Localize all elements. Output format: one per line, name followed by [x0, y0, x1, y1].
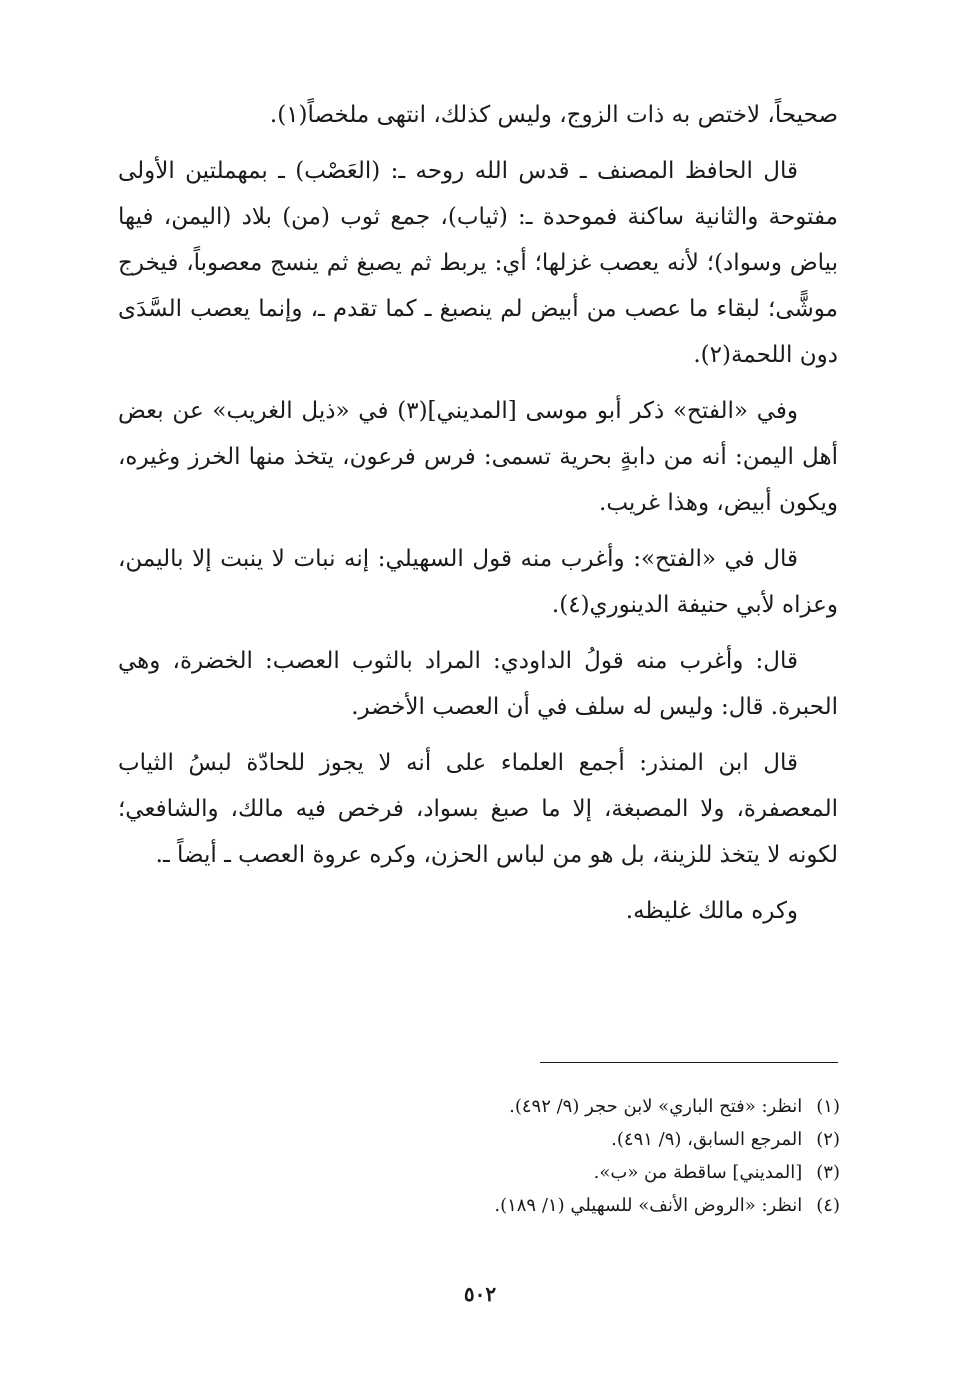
paragraph-7: وكره مالك غليظه. [625, 898, 798, 924]
page-number: ٥٠٢ [463, 1282, 497, 1306]
footnote-item [300, 1123, 840, 1156]
footnote-item [300, 1156, 840, 1189]
footnote-text: انظر: «فتح الباري» لابن حجر (٩/ ٤٩٢). [509, 1096, 803, 1117]
footnote-number: (١) [816, 1096, 840, 1117]
footnote-text: [المديني] ساقطة من «ب». [593, 1162, 803, 1183]
main-text [118, 92, 838, 944]
footnote-item [300, 1090, 840, 1123]
paragraph-4: قال في «الفتح»: وأغرب منه قول السهيلي: إنه نبات لا ينبت إلا باليمن، وعزاه لأبي حنيفة الدينوري(٤). [118, 546, 838, 618]
footnote-text: انظر: «الروض الأنف» للسهيلي (١/ ١٨٩). [494, 1195, 803, 1216]
paragraph-3: وفي «الفتح» ذكر أبو موسى [المديني](٣) في «ذيل الغريب» عن بعض أهل اليمن: أنه من دابةٍ بحرية تسمى: فرس فرعون، يتخذ منها الخرز وغيره، ويكون أبيض، وهذا غريب. [118, 398, 838, 516]
footnote-number: (٣) [816, 1162, 840, 1183]
footnotes [300, 1090, 840, 1222]
footnote-number: (٢) [816, 1129, 840, 1150]
paragraph-5: قال: وأغرب منه قولُ الداودي: المراد بالثوب العصب: الخضرة، وهي الحبرة. قال: وليس له سلف في أن العصب الأخضر. [118, 648, 838, 720]
footnote-number: (٤) [816, 1195, 840, 1216]
paragraph-1: صحيحاً، لاختص به ذات الزوج، وليس كذلك، انتهى ملخصاً(١). [269, 102, 838, 128]
footnote-item [300, 1189, 840, 1222]
paragraph-2: قال الحافظ المصنف ـ قدس الله روحه ـ: (العَصْب) ـ بمهملتين الأولى مفتوحة والثانية ساكنة فموحدة ـ: (ثياب)، جمع ثوب (من) بلاد (اليمن، فيها بياض وسواد)؛ لأنه يعصب غزلها؛ أي: يربط ثم يصبغ ثم ينسج معصوباً، فيخرج موشًّى؛ لبقاء ما عصب من أبيض لم ينصبغ ـ كما تقدم ـ، وإنما يعصب السَّدَى دون اللحمة(٢). [118, 158, 838, 368]
footnote-text: المرجع السابق، (٩/ ٤٩١). [611, 1129, 803, 1150]
footnote-divider [540, 1062, 838, 1063]
paragraph-6: قال ابن المنذر: أجمع العلماء على أنه لا يجوز للحادّة لبسُ الثياب المعصفرة، ولا المصبغة، إلا ما صبغ بسواد، فرخص فيه مالك، والشافعي؛ لكونه لا يتخذ للزينة، بل هو من لباس الحزن، وكره عروة العصب ـ أيضاً ـ. [118, 750, 838, 868]
